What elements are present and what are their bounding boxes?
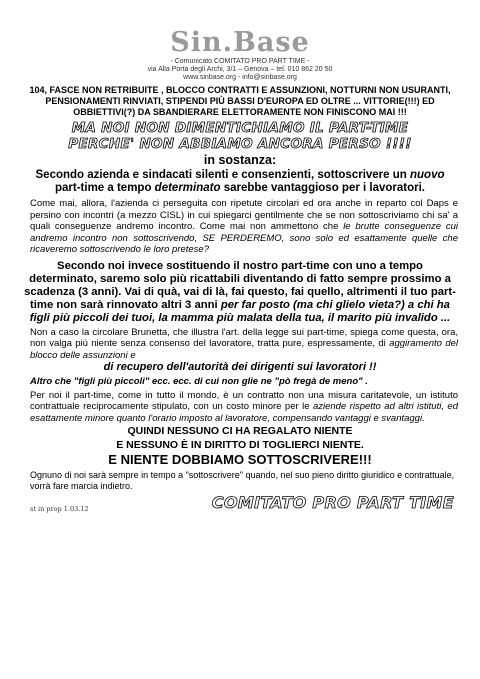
p6-a: Per noi il part-time, come in tutto il mondo, è un contratto non una misura caritatevole, un istituto contrattuale reciprocamente stipulato, con un costo minore per le — [30, 389, 458, 412]
intro-paragraph: 104, FASCE NON RETRIBUITE , BLOCCO CONTRATTI E ASSUNZIONI, NOTTURNI NON USURANTI, PENSIONAMENTI RINVIATI, STIPENDI PIÙ BASSI D'EUROPA ED OLTRE ... VITTORIE(!!!) ED OBBIETTIVI(?) DA SBANDIERARE ELETTORAMENTE NON FINISCONO MAI !!! — [29, 85, 451, 117]
p2-a: Come mai, allora, l'azienda ci perseguita con ripetute circolari ed ora anche in reparto col Daps e persino con incontri (a mezzo CISL) in cui spiegarci gentilmente che se non sottoscriviamo chi sa' a quali conseguenze andremo incontro. Come mai non ammettono che — [30, 198, 458, 232]
p1-d: determinato — [154, 182, 221, 194]
header-contacts: www.sinbase.org - info@sinbase.org — [183, 74, 297, 81]
conclusion-line-1: QUINDI NESSUNO CI HA REGALATO NIENTE — [127, 425, 353, 437]
p1-a: Secondo azienda e sindacati silenti e consenzienti, sottoscrivere un — [35, 169, 410, 181]
header-address: via Alla Porta degli Archi, 3/1 – Genova – tel. 010 862 20 50 — [147, 66, 333, 73]
paragraph-3 — [22, 260, 458, 325]
p1-c: part-time a tempo — [54, 182, 155, 194]
committee-signature: COMITATO PRO PART TIME — [211, 493, 454, 512]
conclusion-line-2: E NESSUNO È IN DIRITTO DI TOGLIERCI NIENTE. — [116, 438, 364, 451]
p1-e: sarebbe vantaggioso per i lavoratori. — [220, 182, 426, 194]
header — [0, 0, 480, 82]
paragraph-2 — [30, 198, 458, 256]
p2-b: le brutte conseguenze cui andremo incontro non sottoscrivendo, SE PERDEREMO, sono solo ed esattamente quelle che ricaveremo sottoscrivendo le loro pretese? — [30, 221, 458, 255]
closing-paragraph: Ognuno di noi sarà sempre in tempo a "sottoscrivere" quando, nel suo pieno diritto giuridico e contrattuale, vorrà fare marcia indietro. — [30, 470, 455, 491]
p6-b: aziende rispetto ad altri istituti, ed esattamente minore quanto l'orario imposto al lavoratore, compensando vantaggi e svantaggi. — [30, 401, 458, 424]
p3-b: per far posto (ma chi glielo vieta?) a chi ha figli più piccoli dei tuoi, la mamma più malata della tua, il marito più invalido ... — [29, 298, 451, 324]
paragraph-4 — [30, 327, 458, 362]
paragraph-4-emphasis: di recupero dell'autorità dei dirigenti sui lavoratori !! — [103, 361, 377, 373]
print-reference: st in prop 1.03.12 — [30, 505, 89, 513]
slogan-line-2: PERCHE' NON ABBIAMO ANCORA PERSO !!!! — [68, 136, 412, 152]
logo: Sin.Base — [170, 27, 310, 58]
slogan-line-1: MA NOI NON DIMENTICHIAMO IL PART-TIME — [71, 120, 409, 136]
p4-a: Non a caso la circolare Brunetta, che illustra l'art. della legge sui part-time, spiega come questa, ora, non valga più niente senza consenso del lavoratore, tratta pure, espressamente, di — [30, 326, 458, 349]
conclusion-headline: E NIENTE DOBBIAMO SOTTOSCRIVERE!!! — [108, 452, 372, 467]
p4-b: aggiramento del blocco delle assunzioni e — [30, 338, 458, 361]
in-sostanza-heading: in sostanza: — [203, 153, 277, 167]
footer — [0, 493, 480, 517]
paragraph-1 — [30, 169, 450, 195]
paragraph-5: Altro che "figli più piccoli" ecc. ecc. di cui non glie ne "pò fregà de meno" . — [30, 376, 368, 387]
p3-a: Secondo noi invece sostituendo il nostro part-time con uno a tempo determinato, saremo solo più ricattabili diventando di fatto sempre prossimo a scadenza (3 anni). Vai di quà, vai di là, fai questo, fai quello, altrimenti il tuo part-time non sarà rinnovato altri 3 anni — [24, 259, 456, 311]
p1-b: nuovo — [410, 169, 445, 181]
paragraph-6 — [30, 390, 458, 425]
header-line-1: - Comunicato COMITATO PRO PART TIME - — [170, 58, 310, 65]
